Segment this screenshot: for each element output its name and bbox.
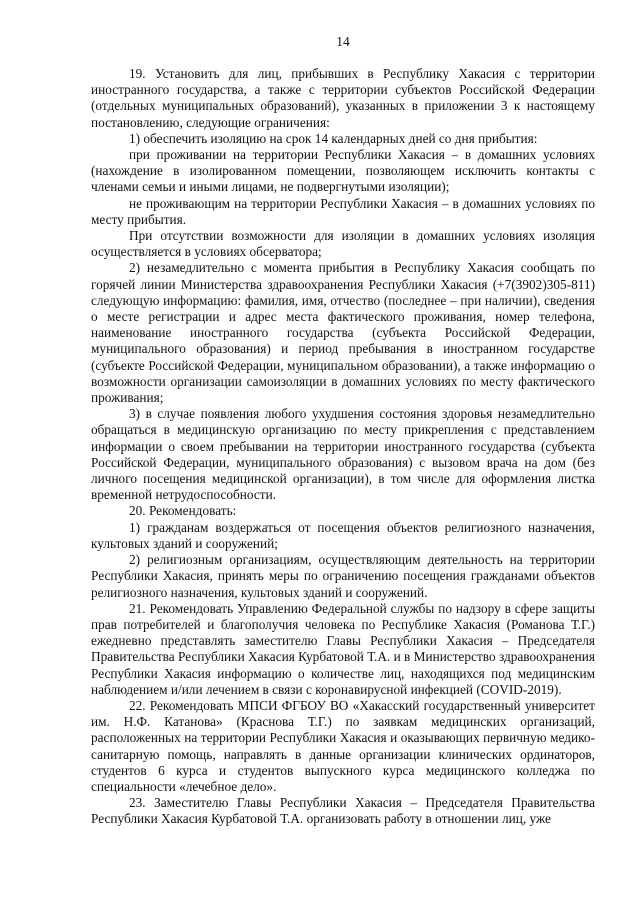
paragraph-20-1: 1) гражданам воздержаться от посещения объектов религиозного назначения, культовых зданий и сооружений;: [91, 519, 595, 551]
paragraph-20: 20. Рекомендовать:: [129, 503, 237, 519]
paragraph-23: 23. Заместителю Главы Республики Хакасия – Председателя Правительства Республики Хакасия Курбатовой Т.А. организовать работу в отношении лиц, уже: [91, 795, 595, 827]
document-page: [91, 34, 595, 828]
paragraph-21: 21. Рекомендовать Управлению Федеральной службы по надзору в сфере защиты прав потребителей и благополучия человека по Республике Хакасия (Романова Т.Г.) ежедневно представлять заместителю Главы Республики Хакасия – Председателя Правительства Республики Хакасия Курбатовой Т.А. и в Министерство здравоохранения Республики Хакасия информацию о количестве лиц, находящихся под медицинским наблюдением и/или лечением в связи с коронавирусной инфекцией (COVID-2019).: [91, 600, 595, 697]
paragraph-19: 19. Установить для лиц, прибывших в Республику Хакасия с территории иностранного государства, а также с территории субъектов Российской Федерации (отдельных муниципальных образований), указанных в приложении 3 к настоящему постановлению, следующие ограничения:: [91, 66, 595, 130]
paragraph-19-1-nonresident: не проживающим на территории Республики Хакасия – в домашних условиях по месту прибытия.: [91, 195, 595, 227]
paragraph-22: 22. Рекомендовать МПСИ ФГБОУ ВО «Хакасский государственный университет им. Н.Ф. Катанова» (Краснова Т.Г.) по заявкам медицинских организаций, расположенных на территории Республики Хакасия и оказывающих первичную медико-санитарную помощь, направлять в данные организации клинических ординаторов, студентов 6 курса и студентов выпускного курса медицинского колледжа по специальности «лечебное дело».: [91, 697, 595, 794]
paragraph-19-1: 1) обеспечить изоляцию на срок 14 календарных дней со дня прибытия:: [129, 130, 538, 146]
paragraph-19-observatory: При отсутствии возможности для изоляции в домашних условиях изоляция осуществляется в условиях обсерватора;: [91, 228, 595, 260]
page-number: 14: [336, 34, 350, 49]
paragraph-19-1-resident: при проживании на территории Республики Хакасия – в домашних условиях (нахождение в изолированном помещении, позволяющем исключить контакты с членами семьи и иными лицами, не подвергнутыми изоляции);: [91, 147, 595, 195]
paragraph-19-3: 3) в случае появления любого ухудшения состояния здоровья незамедлительно обращаться в медицинскую организацию по месту прикрепления с представлением информации о своем пребывании на территории иностранного государства (субъекта Российской Федерации, муниципального образования) с вызовом врача на дом (без личного посещения медицинской организации), в том числе для оформления листка временной нетрудоспособности.: [91, 406, 595, 503]
paragraph-20-2: 2) религиозным организациям, осуществляющим деятельность на территории Республики Хакасия, принять меры по ограничению посещения гражданами объектов религиозного назначения, культовых зданий и сооружений.: [91, 552, 595, 600]
paragraph-19-2: 2) незамедлительно с момента прибытия в Республику Хакасия сообщать по горячей линии Министерства здравоохранения Республики Хакасия (+7(3902)305-811) следующую информацию: фамилия, имя, отчество (последнее – при наличии), сведения о месте регистрации и адрес места фактического проживания, номер телефона, наименование иностранного государства (субъекта Российской Федерации, муниципального образования) и период пребывания в иностранном государстве (субъекте Российской Федерации, муниципальном образовании), а также информацию о возможности организации самоизоляции в домашних условиях по месту фактического проживания;: [91, 260, 595, 406]
